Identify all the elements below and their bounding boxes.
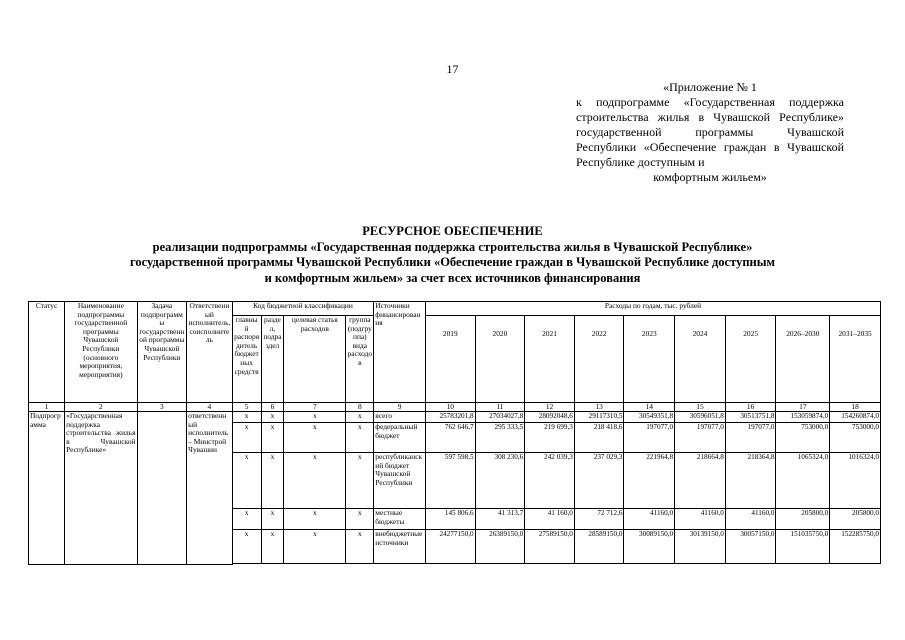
code-cell: x — [346, 530, 374, 564]
value-cell: 205800,0 — [776, 509, 830, 530]
column-number: 15 — [675, 403, 726, 412]
value-cell: 1065324,0 — [776, 453, 830, 509]
header-budget-code: Код бюджетной классификации — [232, 302, 374, 316]
value-cell: 197077,0 — [675, 423, 726, 453]
column-number: 12 — [525, 403, 575, 412]
value-cell: 1016324,0 — [830, 453, 881, 509]
value-cell: 41160,0 — [624, 509, 675, 530]
value-cell: 25783201,8 — [425, 412, 475, 423]
header-year: 2025 — [725, 316, 776, 403]
value-cell: 218364,8 — [725, 453, 776, 509]
code-cell: x — [232, 423, 261, 453]
header-sources: Источники финансирования — [374, 302, 426, 403]
column-number: 18 — [830, 403, 881, 412]
header-target-item: целевая статья расходов — [284, 316, 346, 403]
value-cell: 753000,0 — [830, 423, 881, 453]
column-number: 17 — [776, 403, 830, 412]
appendix-title: «Приложение № 1 — [663, 80, 757, 94]
column-number: 11 — [475, 403, 525, 412]
code-cell: x — [261, 453, 284, 509]
value-cell: 27034027,8 — [475, 412, 525, 423]
value-cell: 30089150,0 — [624, 530, 675, 564]
code-cell: x — [232, 509, 261, 530]
value-cell: 27589150,0 — [525, 530, 575, 564]
code-cell: x — [346, 509, 374, 530]
heading-line-4: и комфортным жильем» за счет всех источников финансирования — [264, 270, 641, 285]
header-year: 2024 — [675, 316, 726, 403]
value-cell: 151035750,0 — [776, 530, 830, 564]
value-cell: 41160,0 — [675, 509, 726, 530]
column-number: 10 — [425, 403, 475, 412]
header-executor: Ответственный исполнитель, соисполнитель — [187, 302, 232, 403]
code-cell: x — [261, 412, 284, 423]
header-expenses: Расходы по годам, тыс. рублей — [425, 302, 880, 316]
value-cell: 197077,0 — [725, 423, 776, 453]
value-cell: 41160,0 — [725, 509, 776, 530]
appendix-block — [576, 80, 844, 185]
table-row — [29, 412, 881, 423]
header-expense-group: группа (подгруппа) вида расходов — [346, 316, 374, 403]
value-cell: 205800,0 — [830, 509, 881, 530]
value-cell: 153059874,0 — [776, 412, 830, 423]
column-number: 16 — [725, 403, 776, 412]
code-cell: x — [284, 412, 346, 423]
column-number: 3 — [137, 403, 187, 412]
source-cell: всего — [374, 412, 426, 423]
code-cell: x — [232, 412, 261, 423]
value-cell: 753000,0 — [776, 423, 830, 453]
value-cell: 28092048,6 — [525, 412, 575, 423]
value-cell: 72 712,6 — [574, 509, 624, 530]
appendix-body: к подпрограмме «Государственная поддержка строительства жилья в Чувашской Республике» государственной программы Чувашской Республики «Обеспечение граждан в Чувашской Республике доступным и — [576, 95, 844, 169]
header-year: 2023 — [624, 316, 675, 403]
value-cell: 218 418,6 — [574, 423, 624, 453]
column-number: 6 — [261, 403, 284, 412]
value-cell: 28589150,0 — [574, 530, 624, 564]
value-cell: 30549351,8 — [624, 412, 675, 423]
source-cell: федеральный бюджет — [374, 423, 426, 453]
code-cell: x — [346, 423, 374, 453]
value-cell: 219 699,3 — [525, 423, 575, 453]
value-cell: 30139150,0 — [675, 530, 726, 564]
value-cell: 152285750,0 — [830, 530, 881, 564]
code-cell: x — [232, 453, 261, 509]
source-cell: республиканский бюджет Чувашской Республики — [374, 453, 426, 509]
code-cell: x — [261, 423, 284, 453]
column-number-row — [29, 403, 881, 412]
task-cell — [137, 412, 187, 565]
value-cell: 221964,8 — [624, 453, 675, 509]
status-cell: Подпрограмма — [29, 412, 65, 565]
resource-table — [28, 301, 881, 565]
value-cell: 30596051,8 — [675, 412, 726, 423]
header-year: 2019 — [425, 316, 475, 403]
header-name: Наименование подпрограммы государственной программы Чувашской Республики (основного мероприятия, мероприятия) — [65, 302, 137, 403]
value-cell: 30513751,8 — [725, 412, 776, 423]
header-year: 2022 — [574, 316, 624, 403]
value-cell: 145 806,6 — [425, 509, 475, 530]
code-cell: x — [261, 509, 284, 530]
subprogram-name-cell: «Государственная поддержка строительства жилья в Чувашской Республике» — [65, 412, 137, 565]
column-number: 8 — [346, 403, 374, 412]
value-cell: 762 646,7 — [425, 423, 475, 453]
code-cell: x — [284, 453, 346, 509]
source-cell: внебюджетные источники — [374, 530, 426, 564]
column-number: 2 — [65, 403, 137, 412]
value-cell: 29117310,5 — [574, 412, 624, 423]
column-number: 14 — [624, 403, 675, 412]
source-cell: местные бюджеты — [374, 509, 426, 530]
value-cell: 295 333,5 — [475, 423, 525, 453]
page-number: 17 — [446, 62, 459, 76]
value-cell: 597 598,5 — [425, 453, 475, 509]
value-cell: 197077,0 — [624, 423, 675, 453]
header-status: Статус — [29, 302, 65, 403]
header-year: 2026–2030 — [776, 316, 830, 403]
header-year: 2031–2035 — [830, 316, 881, 403]
value-cell: 237 029,3 — [574, 453, 624, 509]
value-cell: 41 313,7 — [475, 509, 525, 530]
value-cell: 30057150,0 — [725, 530, 776, 564]
heading-line-3: государственной программы Чувашской Республики «Обеспечение граждан в Чувашской Республике доступным — [129, 255, 775, 269]
column-number: 5 — [232, 403, 261, 412]
executor-cell: ответственный исполнитель – Минстрой Чувашии — [187, 412, 232, 565]
code-cell: x — [346, 453, 374, 509]
code-cell: x — [232, 530, 261, 564]
heading-line-2: реализации подпрограммы «Государственная поддержка строительства жилья в Чувашской Республике» — [152, 239, 753, 254]
value-cell: 154260874,0 — [830, 412, 881, 423]
header-section: раздел, подраздел — [261, 316, 284, 403]
code-cell: x — [284, 423, 346, 453]
header-task: Задача подпрограммы государственной программы Чувашской Республики — [137, 302, 187, 403]
appendix-last-line: комфортным жильем» — [653, 170, 767, 184]
column-number: 9 — [374, 403, 426, 412]
header-year: 2020 — [475, 316, 525, 403]
value-cell: 308 230,6 — [475, 453, 525, 509]
column-number: 7 — [284, 403, 346, 412]
column-number: 13 — [574, 403, 624, 412]
value-cell: 242 039,3 — [525, 453, 575, 509]
heading-line-1: РЕСУРСНОЕ ОБЕСПЕЧЕНИЕ — [362, 224, 543, 238]
code-cell: x — [261, 530, 284, 564]
spacer-cell — [232, 564, 880, 565]
header-row-1 — [29, 302, 881, 316]
code-cell: x — [284, 509, 346, 530]
column-number: 1 — [29, 403, 65, 412]
code-cell: x — [346, 412, 374, 423]
header-chief-manager: главный распорядитель бюджетных средств — [232, 316, 261, 403]
value-cell: 26389150,0 — [475, 530, 525, 564]
column-number: 4 — [187, 403, 232, 412]
value-cell: 218664,8 — [675, 453, 726, 509]
value-cell: 41 160,0 — [525, 509, 575, 530]
value-cell: 24277150,0 — [425, 530, 475, 564]
header-year: 2021 — [525, 316, 575, 403]
code-cell: x — [284, 530, 346, 564]
document-heading — [80, 224, 825, 286]
